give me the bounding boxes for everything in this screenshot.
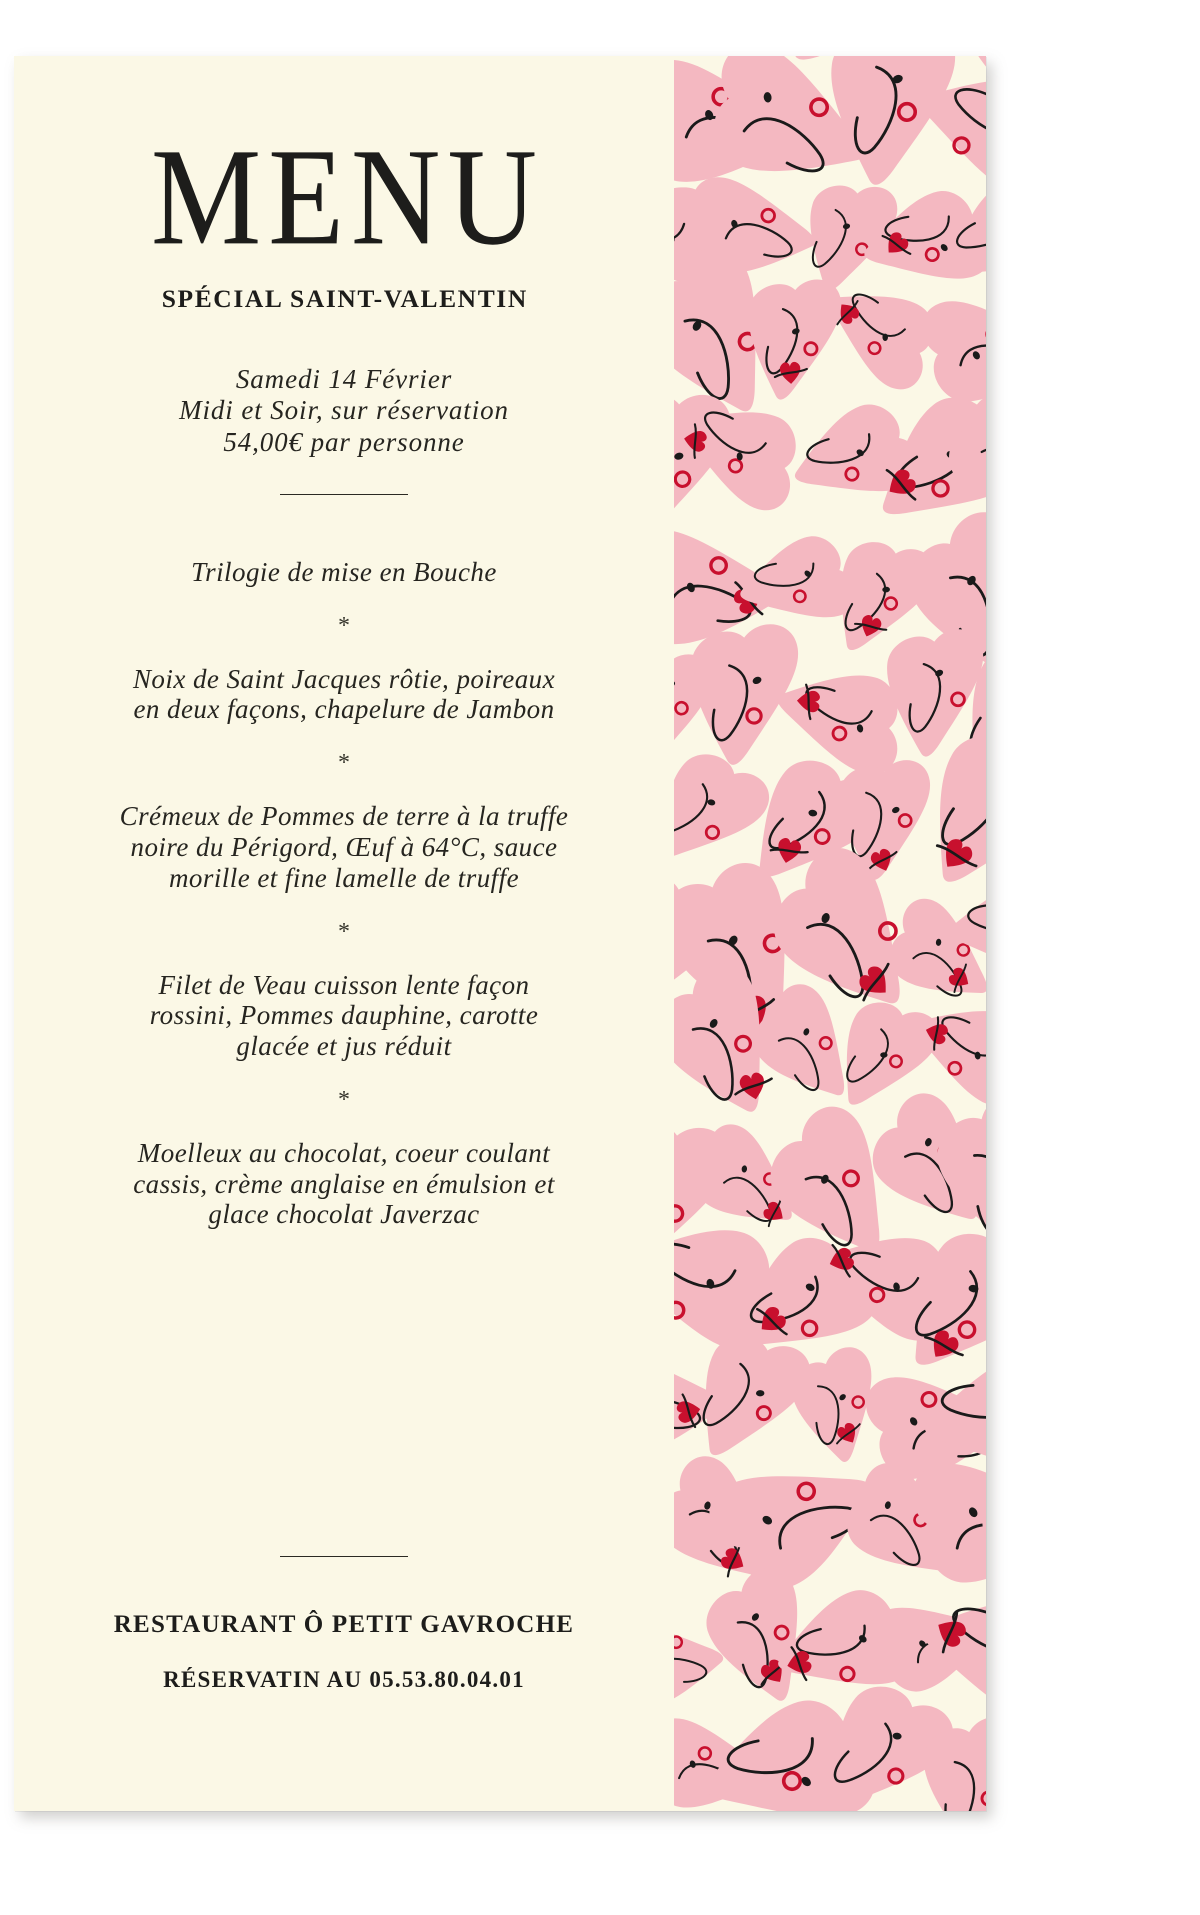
course-separator: * bbox=[338, 750, 350, 777]
reservation-phone: RÉSERVATIN AU 05.53.80.04.01 bbox=[163, 1667, 525, 1692]
event-date: Samedi 14 Février bbox=[235, 364, 453, 394]
event-service: Midi et Soir, sur réservation bbox=[179, 395, 509, 426]
course-line: Moelleux au chocolat, coeur coulant bbox=[137, 1137, 551, 1168]
page-title: MENU bbox=[150, 120, 545, 274]
heart-pattern-svg bbox=[674, 56, 986, 1811]
course-line: glacée et jus réduit bbox=[236, 1031, 452, 1062]
course-line: morille et fine lamelle de truffe bbox=[168, 862, 520, 893]
course-separator: * bbox=[338, 918, 350, 945]
course-truffle-potato bbox=[36, 801, 652, 893]
event-details bbox=[36, 364, 652, 458]
menu-subtitle: SPÉCIAL SAINT-VALENTIN bbox=[161, 284, 528, 313]
divider-bottom bbox=[280, 1556, 408, 1557]
course-line: glace chocolat Javerzac bbox=[208, 1199, 480, 1230]
restaurant-name: RESTAURANT Ô PETIT GAVROCHE bbox=[113, 1611, 575, 1638]
course-line: en deux façons, chapelure de Jambon bbox=[133, 694, 555, 725]
heart-pattern-panel bbox=[674, 56, 986, 1811]
course-line: Noix de Saint Jacques rôtie, poireaux bbox=[132, 663, 556, 694]
course-starter-scallops bbox=[36, 664, 652, 726]
course-line: Trilogie de mise en Bouche bbox=[191, 556, 497, 587]
menu-card bbox=[14, 56, 986, 1811]
course-line: Filet de Veau cuisson lente façon bbox=[158, 969, 530, 1000]
course-dessert-chocolate bbox=[36, 1138, 652, 1230]
course-separator: * bbox=[338, 1086, 350, 1113]
course-list bbox=[36, 557, 652, 1230]
masthead bbox=[36, 120, 652, 314]
divider-bottom-wrap bbox=[14, 1556, 674, 1557]
course-line: noire du Périgord, Œuf à 64°C, sauce bbox=[130, 832, 558, 862]
menu-text-column bbox=[14, 56, 674, 1811]
pattern-motifs bbox=[674, 56, 986, 1811]
course-main-veal bbox=[36, 970, 652, 1062]
course-separator: * bbox=[338, 612, 350, 639]
event-price: 54,00€ par personne bbox=[223, 426, 465, 457]
course-amuse-bouche bbox=[36, 557, 652, 588]
course-line: rossini, Pommes dauphine, carotte bbox=[149, 1000, 539, 1031]
course-line: Crémeux de Pommes de terre à la truffe bbox=[119, 801, 569, 832]
course-line: cassis, crème anglaise en émulsion et bbox=[133, 1168, 555, 1199]
card-footer bbox=[14, 1556, 674, 1693]
divider-top bbox=[280, 494, 408, 495]
